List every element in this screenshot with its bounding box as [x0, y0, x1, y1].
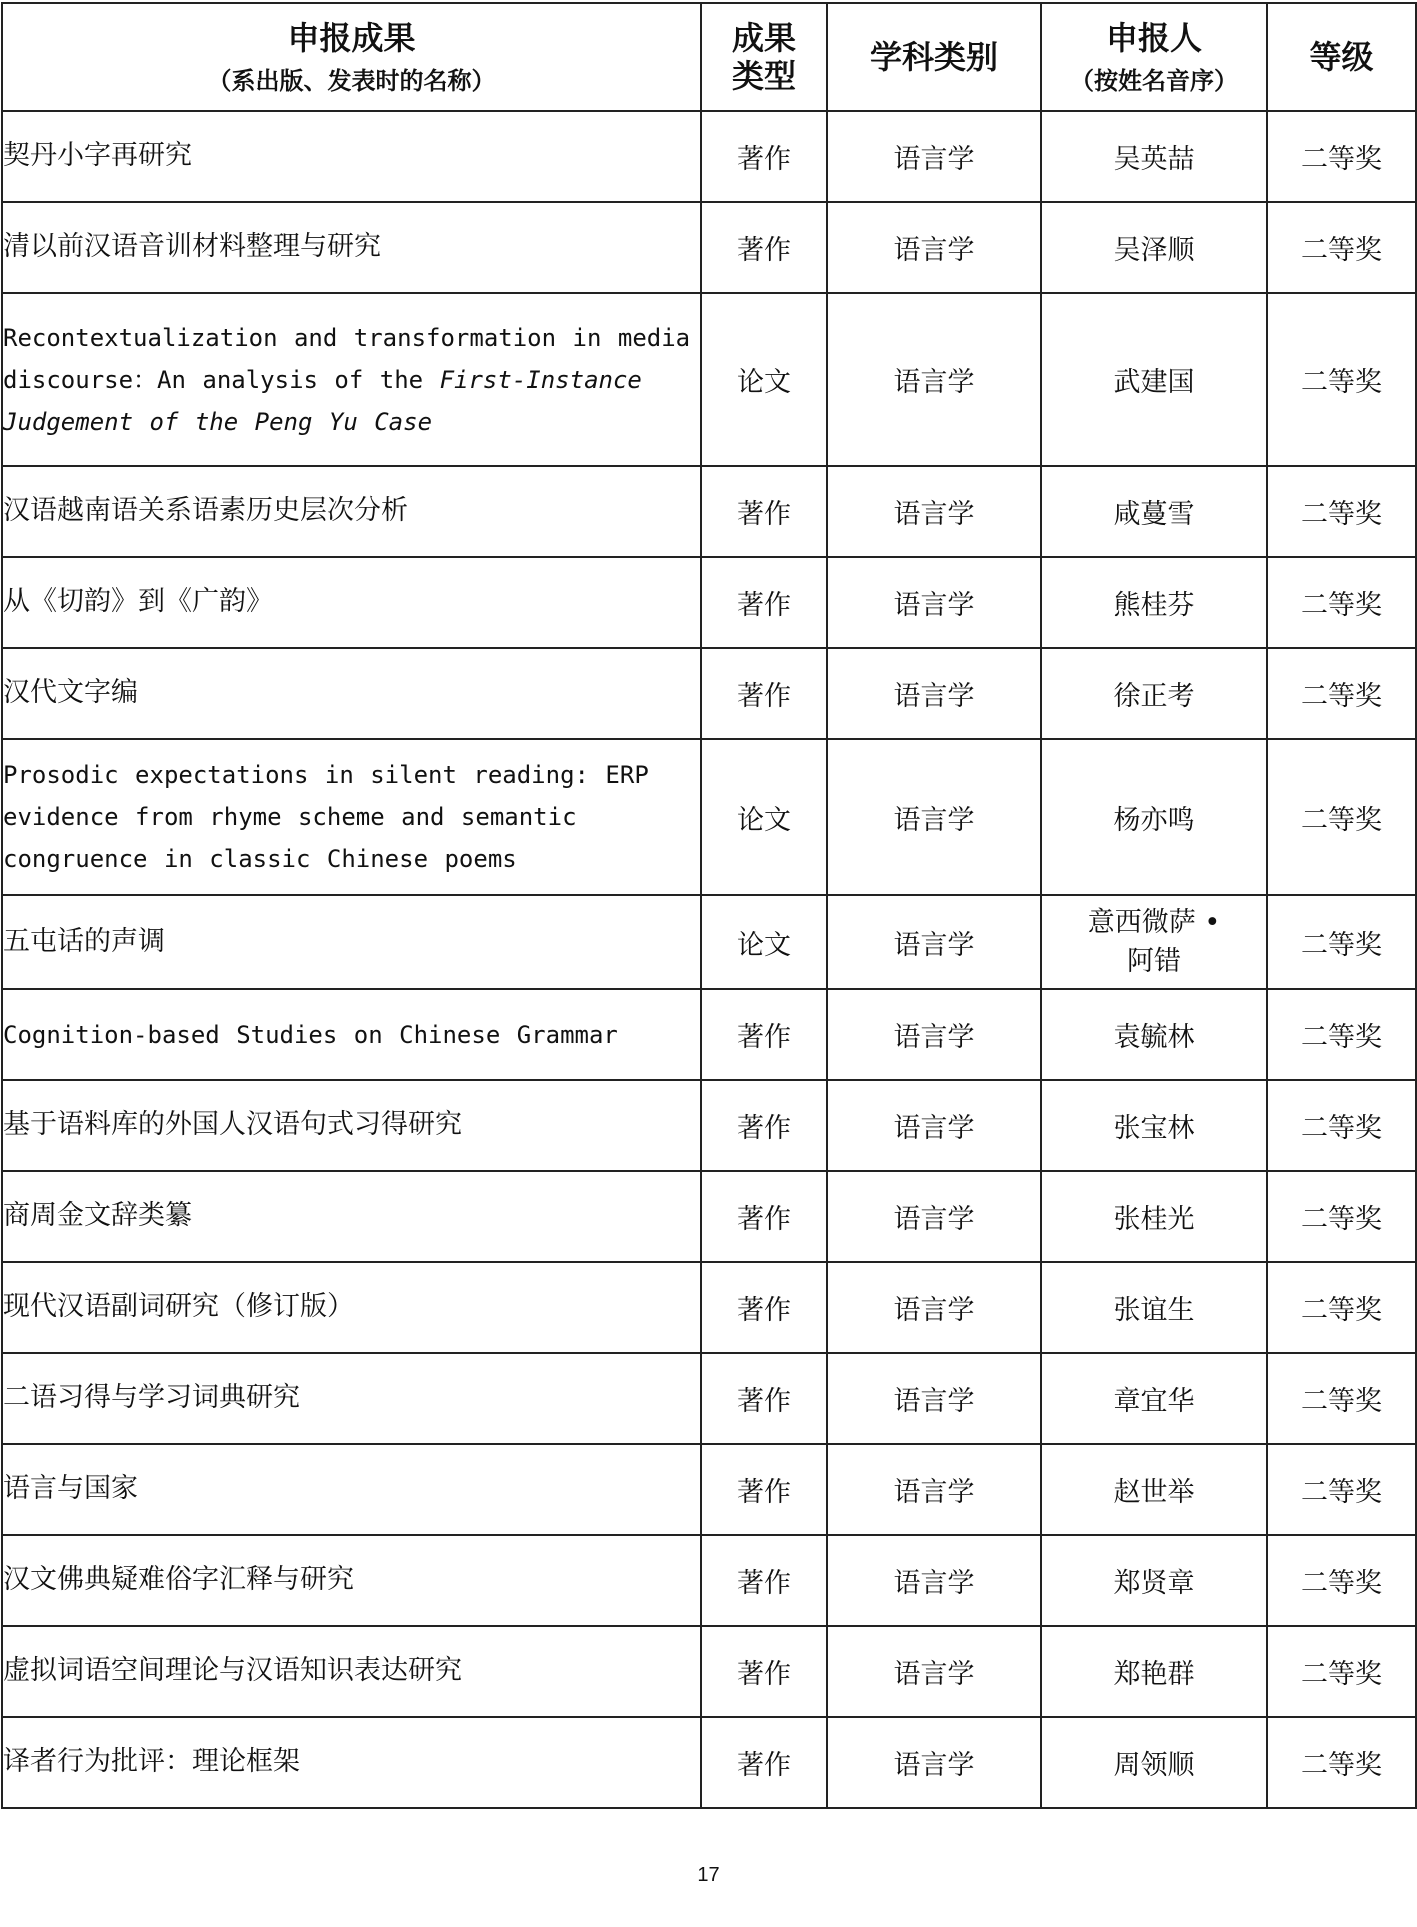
discipline: 语言学: [827, 1262, 1041, 1353]
table-row: [2, 648, 1416, 739]
applicant: 章宜华: [1041, 1353, 1267, 1444]
result-type: 论文: [701, 293, 827, 466]
header-result-label: 申报成果: [287, 19, 416, 57]
table-row: [2, 1626, 1416, 1717]
applicant: [1041, 895, 1267, 989]
result-title: 二语习得与学习词典研究: [2, 1353, 701, 1444]
result-title: 基于语料库的外国人汉语句式习得研究: [2, 1080, 701, 1171]
result-title: 现代汉语副词研究（修订版）: [2, 1262, 701, 1353]
applicant: 张谊生: [1041, 1262, 1267, 1353]
discipline: 语言学: [827, 111, 1041, 202]
result-type: 著作: [701, 557, 827, 648]
result-title: Cognition-based Studies on Chinese Grammar: [2, 989, 701, 1080]
result-title: 虚拟词语空间理论与汉语知识表达研究: [2, 1626, 701, 1717]
table-row: [2, 1262, 1416, 1353]
header-applicant: [1041, 3, 1267, 111]
discipline: 语言学: [827, 739, 1041, 895]
result-title: 契丹小字再研究: [2, 111, 701, 202]
discipline: 语言学: [827, 1353, 1041, 1444]
award-level: 二等奖: [1267, 557, 1416, 648]
result-title: Prosodic expectations in silent reading: ERP evidence from rhyme scheme and semantic congruence in classic Chinese poems: [2, 739, 701, 895]
header-applicant-note: （按姓名音序）: [1070, 67, 1238, 95]
header-discipline: [827, 3, 1041, 111]
award-level: 二等奖: [1267, 895, 1416, 989]
table-header: [2, 3, 1416, 111]
result-type: 著作: [701, 1262, 827, 1353]
result-title: 五屯话的声调: [2, 895, 701, 989]
award-level: 二等奖: [1267, 1080, 1416, 1171]
result-title: 从《切韵》到《广韵》: [2, 557, 701, 648]
table-row: [2, 202, 1416, 293]
result-type: 著作: [701, 466, 827, 557]
applicant: 咸蔓雪: [1041, 466, 1267, 557]
applicant: 赵世举: [1041, 1444, 1267, 1535]
result-title-plain-part: Recontextualization and transformation in media discourse：An analysis of the: [3, 323, 691, 394]
applicant: 徐正考: [1041, 648, 1267, 739]
applicant-line1: 意西微萨 •: [1087, 906, 1221, 938]
discipline: 语言学: [827, 1080, 1041, 1171]
table-row: [2, 1353, 1416, 1444]
result-type: 著作: [701, 1444, 827, 1535]
result-title: 商周金文辞类纂: [2, 1171, 701, 1262]
result-title: 汉语越南语关系语素历史层次分析: [2, 466, 701, 557]
table-row: [2, 466, 1416, 557]
award-level: 二等奖: [1267, 1717, 1416, 1808]
result-type: 著作: [701, 1353, 827, 1444]
header-result-note: （系出版、发表时的名称）: [207, 67, 496, 95]
result-type: 著作: [701, 1717, 827, 1808]
table-row: [2, 739, 1416, 895]
header-type-line1: 成果: [731, 18, 796, 57]
discipline: 语言学: [827, 466, 1041, 557]
applicant: 杨亦鸣: [1041, 739, 1267, 895]
discipline: 语言学: [827, 202, 1041, 293]
applicant: 郑贤章: [1041, 1535, 1267, 1626]
applicant-line2: 阿错: [1127, 946, 1181, 977]
discipline: 语言学: [827, 895, 1041, 989]
result-title: 汉代文字编: [2, 648, 701, 739]
discipline: 语言学: [827, 1444, 1041, 1535]
table-row: [2, 1444, 1416, 1535]
applicant: 周领顺: [1041, 1717, 1267, 1808]
table-row: [2, 1717, 1416, 1808]
header-result: [2, 3, 701, 111]
result-title-italic-part: First-Instance Judgement of the Peng Yu Case: [3, 365, 642, 436]
table-row: [2, 895, 1416, 989]
result-type: 著作: [701, 1080, 827, 1171]
result-title: 汉文佛典疑难俗字汇释与研究: [2, 1535, 701, 1626]
result-type: 著作: [701, 648, 827, 739]
award-level: 二等奖: [1267, 1626, 1416, 1717]
discipline: 语言学: [827, 648, 1041, 739]
result-type: 著作: [701, 1171, 827, 1262]
result-title: 语言与国家: [2, 1444, 701, 1535]
table-row: [2, 111, 1416, 202]
header-discipline-label: 学科类别: [869, 38, 998, 76]
result-type: 论文: [701, 895, 827, 989]
discipline: 语言学: [827, 1626, 1041, 1717]
applicant: 张宝林: [1041, 1080, 1267, 1171]
header-row: [2, 3, 1416, 111]
award-level: 二等奖: [1267, 202, 1416, 293]
award-level: 二等奖: [1267, 648, 1416, 739]
table-row: [2, 293, 1416, 466]
result-type: 著作: [701, 202, 827, 293]
discipline: 语言学: [827, 989, 1041, 1080]
discipline: 语言学: [827, 293, 1041, 466]
award-level: 二等奖: [1267, 739, 1416, 895]
table-row: [2, 1535, 1416, 1626]
page-number: 17: [697, 1864, 720, 1886]
applicant: 吴泽顺: [1041, 202, 1267, 293]
award-level: 二等奖: [1267, 1444, 1416, 1535]
award-level: 二等奖: [1267, 466, 1416, 557]
header-type-line2: 类型: [731, 57, 796, 95]
applicant: 武建国: [1041, 293, 1267, 466]
discipline: 语言学: [827, 1717, 1041, 1808]
header-level: [1267, 3, 1416, 111]
result-type: 著作: [701, 111, 827, 202]
header-level-label: 等级: [1309, 38, 1374, 76]
discipline: 语言学: [827, 557, 1041, 648]
result-title: 译者行为批评：理论框架: [2, 1717, 701, 1808]
award-level: 二等奖: [1267, 1353, 1416, 1444]
applicant: 袁毓林: [1041, 989, 1267, 1080]
applicant: 郑艳群: [1041, 1626, 1267, 1717]
result-type: 论文: [701, 739, 827, 895]
result-type: 著作: [701, 989, 827, 1080]
table-row: [2, 989, 1416, 1080]
applicant: 张桂光: [1041, 1171, 1267, 1262]
awards-table: [1, 2, 1417, 1809]
table-row: [2, 1171, 1416, 1262]
award-level: 二等奖: [1267, 293, 1416, 466]
applicant: 吴英喆: [1041, 111, 1267, 202]
applicant: 熊桂芬: [1041, 557, 1267, 648]
result-type: 著作: [701, 1626, 827, 1717]
table-row: [2, 1080, 1416, 1171]
discipline: 语言学: [827, 1535, 1041, 1626]
award-level: 二等奖: [1267, 1535, 1416, 1626]
award-level: 二等奖: [1267, 1171, 1416, 1262]
table-row: [2, 557, 1416, 648]
discipline: 语言学: [827, 1171, 1041, 1262]
award-level: 二等奖: [1267, 111, 1416, 202]
result-type: 著作: [701, 1535, 827, 1626]
header-applicant-label: 申报人: [1105, 19, 1202, 57]
result-title: [2, 293, 701, 466]
award-level: 二等奖: [1267, 989, 1416, 1080]
award-level: 二等奖: [1267, 1262, 1416, 1353]
result-title: 清以前汉语音训材料整理与研究: [2, 202, 701, 293]
header-type: [701, 3, 827, 111]
table-body: [2, 111, 1416, 1808]
